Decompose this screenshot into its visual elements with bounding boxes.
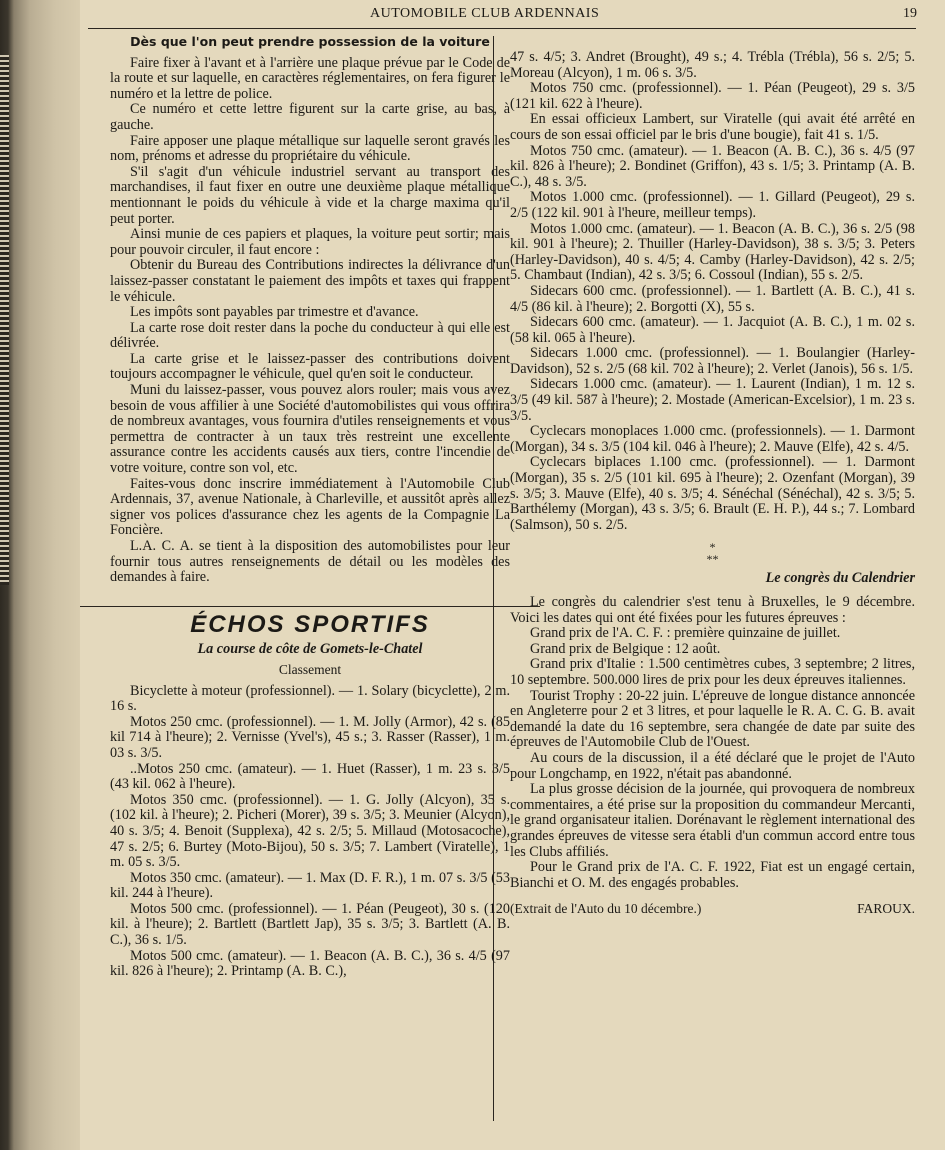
result-entry: ..Motos 250 cmc. (amateur). — 1. Huet (Rasser), 1 m. 23 s. 3/5 (43 kil. 062 à l'heure). <box>110 760 510 793</box>
paragraph: Tourist Trophy : 20-22 juin. L'épreuve de longue distance annoncée en Angleterre pour 2 et 3 litres, et pour laquelle le R. A. C. G. B. avait demandé la date du 16 septembre, sera changée de date par suite des épreuves de l'Automobile Club de l'Ouest. <box>510 687 915 751</box>
paragraph: Pour le Grand prix de l'A. C. F. 1922, Fiat est un engagé certain, Bianchi et O. M. des engagés probables. <box>510 859 915 891</box>
classement-label: Classement <box>278 661 342 677</box>
paragraph: La carte grise et le laissez-passer des contributions doivent toujours accompagner le véhicule, quel qu'en soit le conducteur. <box>110 350 510 383</box>
paragraph: Le congrès du calendrier s'est tenu à Bruxelles, le 9 décembre. Voici les dates qui ont été fixées pour les futures épreuves : <box>510 594 915 626</box>
result-entry: Motos 350 cmc. (amateur). — 1. Max (D. F. R.), 1 m. 07 s. 3/5 (53 kil. 244 à l'heure). <box>110 869 510 902</box>
result-entry: Motos 350 cmc. (professionnel). — 1. G. Jolly (Alcyon), 35 s. (102 kil. à l'heure); 2. Picheri (Morer), 39 s. 3/5; 3. Meunier (Alcyon), 40 s. 3/5; 4. Benoit (Supplexa), 42 s. 2/5; 5. Millaud (Motosacoche), 47 s. 2/5; 6. Burtey (Moto-Bijou), 50 s. 3/5; 7. Lambert (Viratelle), 1 m. 05 s. 3/5. <box>110 791 510 871</box>
adjacent-page-edge <box>0 55 9 585</box>
section-heading: Dès que l'on peut prendre possession de la voiture <box>130 34 490 49</box>
result-entry: 47 s. 4/5; 3. Andret (Brought), 49 s.; 4. Trébla (Trébla), 56 s. 2/5; 5. Moreau (Alcyon), 1 m. 06 s. 3/5. <box>510 49 915 81</box>
result-entry: Motos 750 cmc. (professionnel). — 1. Péan (Peugeot), 29 s. 3/5 (121 kil. 622 à l'heure). <box>510 80 915 112</box>
result-entry: En essai officieux Lambert, sur Viratelle (qui avait été arrêté en cours de son essai officiel par le bris d'une bougie), fait 41 s. 1/5. <box>510 111 915 143</box>
document-page <box>80 0 945 1150</box>
book-gutter <box>0 0 80 1150</box>
section-asterism: * ** <box>706 540 719 567</box>
running-title: AUTOMOBILE CLUB ARDENNAIS <box>370 6 600 21</box>
page-number: 19 <box>903 6 917 21</box>
author-signature: FAROUX. <box>857 901 915 917</box>
result-entry: Sidecars 600 cmc. (amateur). — 1. Jacquiot (A. B. C.), 1 m. 02 s. (58 kil. 065 à l'heure). <box>510 314 915 346</box>
paragraph: Obtenir du Bureau des Contributions indirectes la délivrance d'un laissez-passer constatant le paiement des impôts et taxes qui frappent le véhicule. <box>110 257 510 305</box>
result-entry: Sidecars 1.000 cmc. (professionnel). — 1. Boulangier (Harley-Davidson), 52 s. 2/5 (68 kil. 702 à l'heure); 2. Verlet (Janois), 56 s. 1/5. <box>510 345 915 377</box>
paragraph: Au cours de la discussion, il a été déclaré que le projet de l'Auto pour Longchamp, en 1922, n'était pas abandonné. <box>510 749 915 782</box>
source-citation: (Extrait de l'Auto du 10 décembre.) <box>510 901 702 917</box>
course-title: La course de côte de Gomets-le-Chatel <box>197 641 423 658</box>
result-entry: Motos 500 cmc. (amateur). — 1. Beacon (A. B. C.), 36 s. 4/5 (97 kil. 826 à l'heure); 2. Printamp (A. B. C.), <box>110 947 510 980</box>
result-entry: Cyclecars monoplaces 1.000 cmc. (professionnels). — 1. Darmont (Morgan), 34 s. 3/5 (104 kil. 046 à l'heure); 2. Mauve (Elfe), 42 s. 4/5. <box>510 423 915 455</box>
result-entry: Motos 1.000 cmc. (professionnel). — 1. Gillard (Peugeot), 29 s. 2/5 (122 kil. 901 à l'heure, meilleur temps). <box>510 189 915 221</box>
paragraph: Muni du laissez-passer, vous pouvez alors rouler; mais vous avez besoin de vous affilier à une Société d'automobilistes qui vous offrira de nombreux avantages, vous fournira d'utiles renseignements et vous permettra de contracter à un taux très restreint une excellente assurance contre les accidents causés aux tiers, contre l'incendie de votre voiture, contre son vol, etc. <box>110 382 510 477</box>
left-column <box>110 34 510 980</box>
paragraph: Grand prix de l'A. C. F. : première quinzaine de juillet. <box>530 625 841 642</box>
result-entry: Sidecars 1.000 cmc. (amateur). — 1. Laurent (Indian), 1 m. 12 s. 3/5 (49 kil. 587 à l'heure); 2. Mostade (American-Excelsior), 1 m. 23 s. 3/5. <box>510 376 915 424</box>
paragraph: Faire apposer une plaque métallique sur laquelle seront gravés les nom, prénoms et adresse du propriétaire du véhicule. <box>110 132 510 165</box>
paragraph: Ainsi munie de ces papiers et plaques, la voiture peut sortir; mais pour pouvoir circuler, il faut encore : <box>110 226 510 258</box>
page-header <box>80 4 917 28</box>
paragraph: Ce numéro et cette lettre figurent sur la carte grise, au bas, à gauche. <box>110 101 510 133</box>
paragraph: La plus grosse décision de la journée, qui provoquera de nombreux commentaires, a été prise sur la proposition du commandeur Mercanti, le grand organisateur italien. Dorénavant le règlement international des grandes épreuves de vitesse sera établi d'un commun accord entre tous les Clubs affiliés. <box>510 781 915 860</box>
paragraph: Grand prix d'Italie : 1.500 centimètres cubes, 3 septembre; 2 litres, 10 septembre. 500.000 lires de prix pour les deux épreuves italiennes. <box>510 656 915 688</box>
result-entry: Motos 500 cmc. (professionnel). — 1. Péan (Peugeot), 30 s. (120 kil. à l'heure); 2. Bartlett (Bartlett Jap), 35 s. 3/5; 3. Bartlett (A. B. C.), 36 s. 1/5. <box>110 900 510 949</box>
section-separator <box>80 606 540 607</box>
result-entry: Cyclecars biplaces 1.100 cmc. (professionnel). — 1. Darmont (Morgan), 35 s. 2/5 (101 kil. 695 à l'heure); 2. Ozenfant (Morgan), 39 s. 3/5; 3. Mauve (Elfe), 40 s. 3/5; 4. Sénéchal (Sénéchal), 42 s. 3/5; 5. Barthélemy (Morgan), 43 s. 3/5; 6. Brault (E. H. P.), 44 s.; 7. Lombard (Salmson), 50 s. 2/5. <box>510 454 915 533</box>
right-column <box>510 50 915 917</box>
result-entry: Motos 250 cmc. (professionnel). — 1. M. Jolly (Armor), 42 s. (85 kil 714 à l'heure); 2. Vernisse (Yvel's), 45 s.; 3. Rasser (Rasser), 1 m. 03 s. 3/5. <box>110 713 510 761</box>
echos-title: ÉCHOS SPORTIFS <box>190 610 430 638</box>
congres-title: Le congrès du Calendrier <box>765 570 915 587</box>
result-entry: Motos 1.000 cmc. (amateur). — 1. Beacon (A. B. C.), 36 s. 2/5 (98 kil. 901 à l'heure); 2. Thuiller (Harley-Davidson), 38 s. 3/5; 3. Peters (Harley-Davidson), 40 s. 4/5; 4. Camby (Harley-Davidson), 42 s. 2/5; 5. Chambaut (Indian), 42 s. 3/5; 6. Cossoul (Indian), 55 s. 2/5. <box>510 220 915 284</box>
result-entry: Motos 750 cmc. (amateur). — 1. Beacon (A. B. C.), 36 s. 4/5 (97 kil. 826 à l'heure); 2. Bondinet (Griffon), 43 s. 1/5; 3. Printamp (A. B. C.), 48 s. 3/5. <box>510 142 915 190</box>
header-rule <box>88 28 916 29</box>
result-entry: Bicyclette à moteur (professionnel). — 1. Solary (bicyclette), 2 m. 16 s. <box>110 682 510 715</box>
paragraph: Les impôts sont payables par trimestre et d'avance. <box>130 304 419 321</box>
paragraph: Faites-vous donc inscrire immédiatement à l'Automobile Club Ardennais, 37, avenue Nationale, à Charleville, et aussitôt après allez signer vos polices d'assurance chez les agents de la Compagnie La Foncière. <box>110 475 510 539</box>
paragraph: La carte rose doit rester dans la poche du conducteur à qui elle est délivrée. <box>110 319 510 352</box>
paragraph: S'il s'agit d'un véhicule industriel servant au transport des marchandises, il faut fixer en outre une deuxième plaque métallique mentionnant le poids du véhicule à vide et la charge maxima qu'il peut porter. <box>110 163 510 227</box>
result-entry: Sidecars 600 cmc. (professionnel). — 1. Bartlett (A. B. C.), 41 s. 4/5 (86 kil. à l'heure); 2. Borgotti (X), 55 s. <box>510 282 915 315</box>
paragraph: Grand prix de Belgique : 12 août. <box>530 640 721 657</box>
source-line <box>510 901 915 917</box>
paragraph: Faire fixer à l'avant et à l'arrière une plaque prévue par le Code de la route et sur laquelle, en caractères réglementaires, on fera figurer le numéro et la lettre de police. <box>110 54 510 102</box>
paragraph: L.A. C. A. se tient à la disposition des automobilistes pour leur fournir tous autres renseignements de détail ou les modèles des demandes à faire. <box>110 538 510 586</box>
